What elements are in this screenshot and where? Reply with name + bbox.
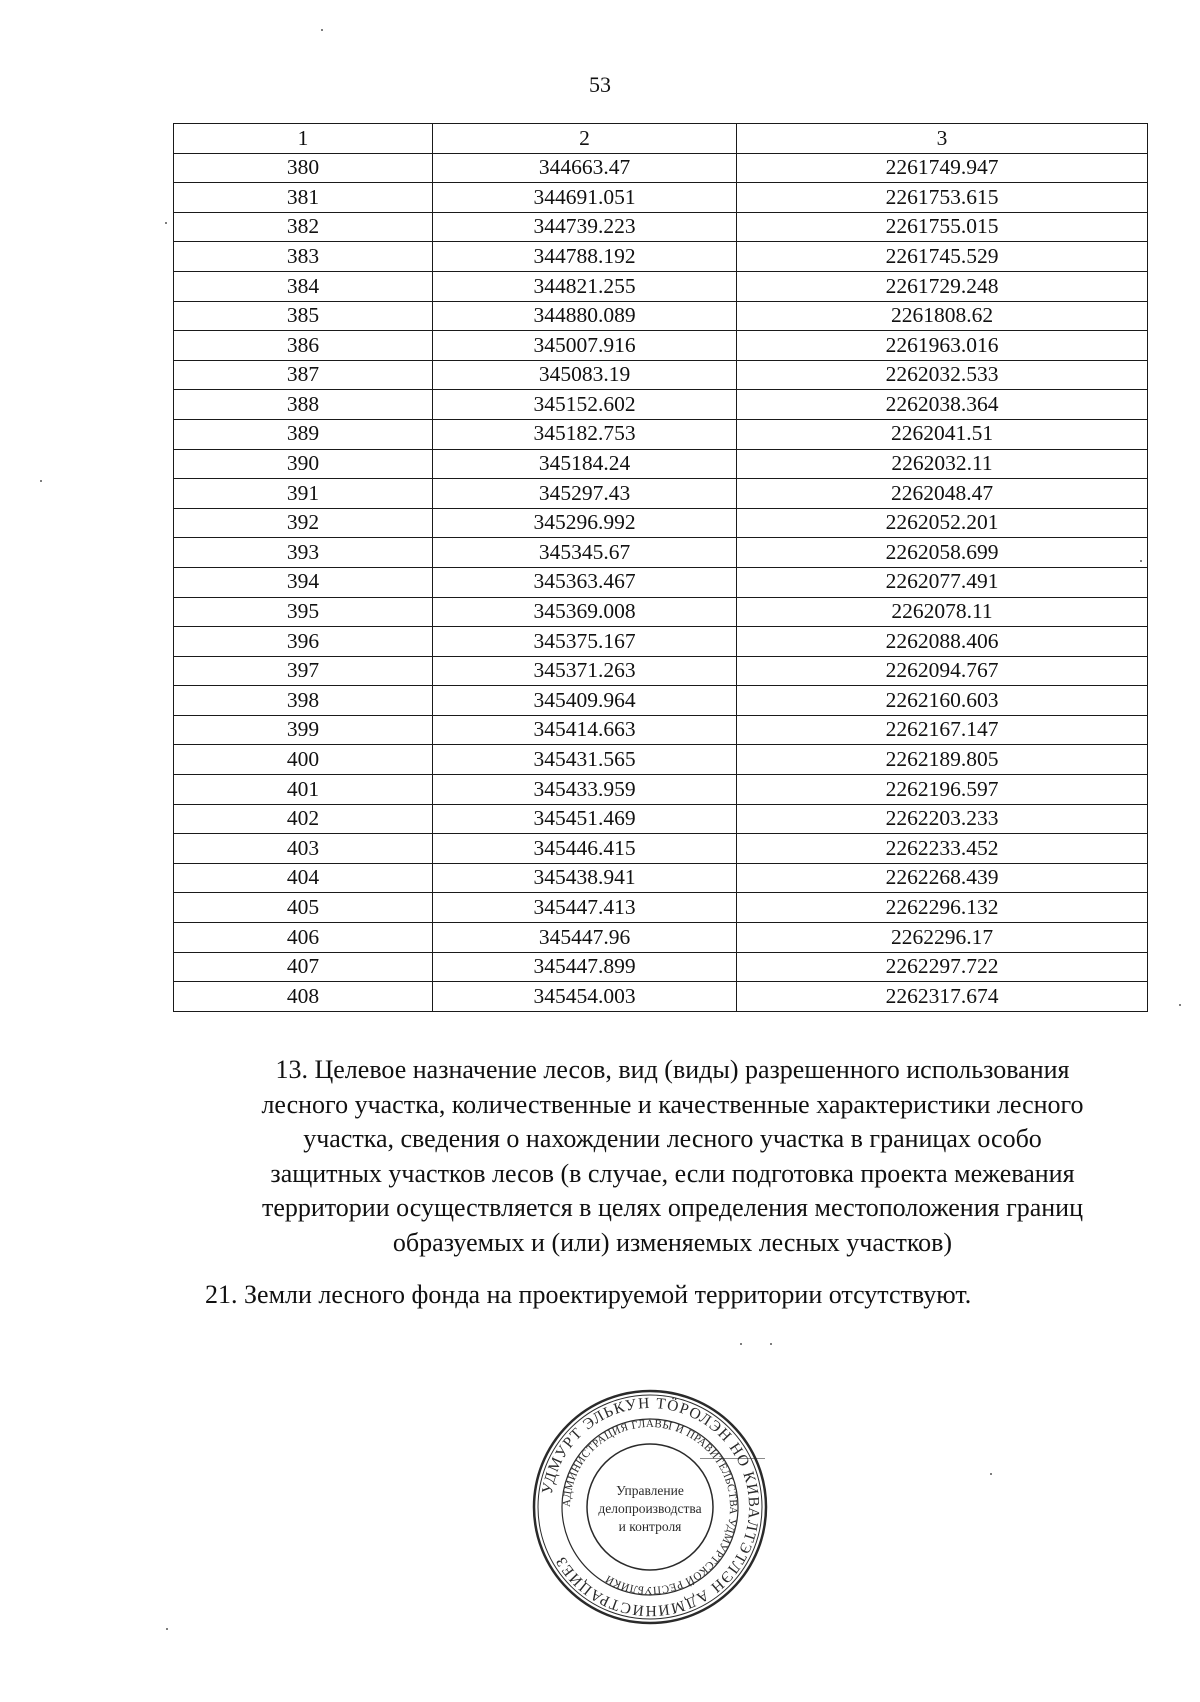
cell-point-number: 386 <box>174 331 433 361</box>
cell-point-number: 396 <box>174 627 433 657</box>
column-header-point-number: 1 <box>174 124 433 154</box>
cell-y-coordinate: 2262052.201 <box>737 508 1148 538</box>
cell-x-coordinate: 345152.602 <box>433 390 737 420</box>
cell-point-number: 380 <box>174 153 433 183</box>
scan-speck <box>40 480 42 482</box>
cell-x-coordinate: 345409.964 <box>433 686 737 716</box>
section-21-statement: 21. Земли лесного фонда на проектируемой территории отсутствуют. <box>205 1280 972 1309</box>
cell-point-number: 399 <box>174 715 433 745</box>
table-row <box>174 597 1148 627</box>
official-stamp <box>530 1387 770 1627</box>
cell-point-number: 391 <box>174 479 433 509</box>
table-row <box>174 775 1148 805</box>
cell-point-number: 393 <box>174 538 433 568</box>
cell-point-number: 407 <box>174 952 433 982</box>
cell-y-coordinate: 2262296.17 <box>737 923 1148 953</box>
cell-y-coordinate: 2262297.722 <box>737 952 1148 982</box>
cell-point-number: 384 <box>174 271 433 301</box>
cell-y-coordinate: 2262077.491 <box>737 567 1148 597</box>
table-row <box>174 627 1148 657</box>
cell-x-coordinate: 345363.467 <box>433 567 737 597</box>
table-row <box>174 834 1148 864</box>
table-row <box>174 952 1148 982</box>
table-row <box>174 449 1148 479</box>
table-row <box>174 538 1148 568</box>
cell-x-coordinate: 345431.565 <box>433 745 737 775</box>
scan-speck <box>1140 560 1142 562</box>
scan-speck <box>166 1628 168 1630</box>
stamp-outer-text: УДМУРТ ЭЛЬКУН ТӦРОЛЭН НО КИВАЛТЭТЛЭН АДМИНИСТРАЦИЕЗ <box>538 1394 763 1620</box>
cell-y-coordinate: 2262203.233 <box>737 804 1148 834</box>
cell-x-coordinate: 345375.167 <box>433 627 737 657</box>
table-row <box>174 715 1148 745</box>
cell-y-coordinate: 2262048.47 <box>737 479 1148 509</box>
cell-x-coordinate: 345345.67 <box>433 538 737 568</box>
cell-x-coordinate: 345297.43 <box>433 479 737 509</box>
table-row <box>174 301 1148 331</box>
cell-point-number: 402 <box>174 804 433 834</box>
cell-point-number: 385 <box>174 301 433 331</box>
table-row <box>174 183 1148 213</box>
scan-speck <box>321 29 323 31</box>
table-row <box>174 804 1148 834</box>
cell-x-coordinate: 344821.255 <box>433 271 737 301</box>
cell-y-coordinate: 2262088.406 <box>737 627 1148 657</box>
column-header-x-coordinate: 2 <box>433 124 737 154</box>
cell-y-coordinate: 2261755.015 <box>737 212 1148 242</box>
cell-x-coordinate: 345414.663 <box>433 715 737 745</box>
cell-x-coordinate: 344739.223 <box>433 212 737 242</box>
table-row <box>174 479 1148 509</box>
table-row <box>174 390 1148 420</box>
cell-point-number: 397 <box>174 656 433 686</box>
cell-x-coordinate: 345433.959 <box>433 775 737 805</box>
table-row <box>174 331 1148 361</box>
cell-y-coordinate: 2262160.603 <box>737 686 1148 716</box>
cell-y-coordinate: 2262268.439 <box>737 863 1148 893</box>
table-row <box>174 419 1148 449</box>
cell-point-number: 389 <box>174 419 433 449</box>
cell-y-coordinate: 2261808.62 <box>737 301 1148 331</box>
cell-point-number: 403 <box>174 834 433 864</box>
table-row <box>174 745 1148 775</box>
cell-point-number: 383 <box>174 242 433 272</box>
cell-y-coordinate: 2262038.364 <box>737 390 1148 420</box>
cell-point-number: 406 <box>174 923 433 953</box>
cell-y-coordinate: 2262233.452 <box>737 834 1148 864</box>
cell-y-coordinate: 2262296.132 <box>737 893 1148 923</box>
table-row <box>174 686 1148 716</box>
cell-x-coordinate: 345182.753 <box>433 419 737 449</box>
stamp-center-line: Управление <box>616 1483 684 1498</box>
cell-x-coordinate: 345438.941 <box>433 863 737 893</box>
table-row <box>174 242 1148 272</box>
section-13-line: лесного участка, количественные и качественные характеристики лесного <box>261 1089 1084 1119</box>
cell-x-coordinate: 345454.003 <box>433 982 737 1012</box>
cell-point-number: 394 <box>174 567 433 597</box>
cell-y-coordinate: 2262196.597 <box>737 775 1148 805</box>
table-row <box>174 567 1148 597</box>
stamp-center-line: и контроля <box>618 1519 682 1534</box>
cell-y-coordinate: 2262041.51 <box>737 419 1148 449</box>
cell-y-coordinate: 2261745.529 <box>737 242 1148 272</box>
cell-point-number: 400 <box>174 745 433 775</box>
table-row <box>174 153 1148 183</box>
cell-x-coordinate: 344788.192 <box>433 242 737 272</box>
scan-speck <box>165 222 167 224</box>
table-row <box>174 212 1148 242</box>
cell-y-coordinate: 2261729.248 <box>737 271 1148 301</box>
cell-point-number: 382 <box>174 212 433 242</box>
page-number: 53 <box>589 72 611 97</box>
table-row <box>174 508 1148 538</box>
table-row <box>174 893 1148 923</box>
table-row <box>174 271 1148 301</box>
section-13-heading <box>215 1053 1130 1260</box>
cell-point-number: 392 <box>174 508 433 538</box>
scan-speck <box>1179 1004 1181 1006</box>
cell-x-coordinate: 345369.008 <box>433 597 737 627</box>
cell-x-coordinate: 345083.19 <box>433 360 737 390</box>
stamp-center-line: делопроизводства <box>598 1501 702 1516</box>
cell-x-coordinate: 345447.96 <box>433 923 737 953</box>
cell-point-number: 387 <box>174 360 433 390</box>
cell-y-coordinate: 2261749.947 <box>737 153 1148 183</box>
cell-y-coordinate: 2262058.699 <box>737 538 1148 568</box>
section-13-line: 13. Целевое назначение лесов, вид (виды) разрешенного использования <box>275 1055 1070 1084</box>
cell-point-number: 405 <box>174 893 433 923</box>
section-13-line: защитных участков лесов (в случае, если подготовка проекта межевания <box>270 1158 1075 1188</box>
cell-x-coordinate: 345371.263 <box>433 656 737 686</box>
cell-x-coordinate: 345296.992 <box>433 508 737 538</box>
cell-x-coordinate: 345447.413 <box>433 893 737 923</box>
cell-x-coordinate: 345447.899 <box>433 952 737 982</box>
cell-y-coordinate: 2262167.147 <box>737 715 1148 745</box>
table-header-row <box>174 124 1148 154</box>
scan-speck <box>770 1343 772 1345</box>
table-row <box>174 656 1148 686</box>
cell-y-coordinate: 2262094.767 <box>737 656 1148 686</box>
coordinates-table <box>173 123 1148 1012</box>
section-13-line: образуемых и (или) изменяемых лесных участков) <box>392 1227 953 1257</box>
table-row <box>174 982 1148 1012</box>
cell-y-coordinate: 2261753.615 <box>737 183 1148 213</box>
cell-y-coordinate: 2262078.11 <box>737 597 1148 627</box>
cell-point-number: 388 <box>174 390 433 420</box>
cell-x-coordinate: 344880.089 <box>433 301 737 331</box>
cell-x-coordinate: 345184.24 <box>433 449 737 479</box>
stamp-seal-icon <box>530 1387 770 1627</box>
cell-x-coordinate: 345446.415 <box>433 834 737 864</box>
cell-x-coordinate: 344691.051 <box>433 183 737 213</box>
cell-x-coordinate: 345451.469 <box>433 804 737 834</box>
cell-y-coordinate: 2262032.11 <box>737 449 1148 479</box>
cell-point-number: 395 <box>174 597 433 627</box>
scan-speck <box>990 1473 992 1475</box>
table-row <box>174 923 1148 953</box>
column-header-y-coordinate: 3 <box>737 124 1148 154</box>
cell-point-number: 381 <box>174 183 433 213</box>
scan-speck <box>740 1343 742 1345</box>
cell-y-coordinate: 2262032.533 <box>737 360 1148 390</box>
table-body <box>174 153 1148 1011</box>
cell-x-coordinate: 344663.47 <box>433 153 737 183</box>
cell-y-coordinate: 2261963.016 <box>737 331 1148 361</box>
cell-point-number: 390 <box>174 449 433 479</box>
cell-point-number: 404 <box>174 863 433 893</box>
section-13-line: территории осуществляется в целях определения местоположения границ <box>261 1193 1084 1222</box>
cell-point-number: 408 <box>174 982 433 1012</box>
cell-x-coordinate: 345007.916 <box>433 331 737 361</box>
section-13-line: участка, сведения о нахождении лесного участка в границах особо <box>303 1124 1042 1153</box>
cell-y-coordinate: 2262317.674 <box>737 982 1148 1012</box>
cell-y-coordinate: 2262189.805 <box>737 745 1148 775</box>
table-row <box>174 863 1148 893</box>
stamp-inner-text: АДМИНИСТРАЦИЯ ГЛАВЫ И ПРАВИТЕЛЬСТВА УДМУРТСКОЙ РЕСПУБЛИКИ <box>560 1417 740 1597</box>
cell-point-number: 401 <box>174 775 433 805</box>
cell-point-number: 398 <box>174 686 433 716</box>
table-row <box>174 360 1148 390</box>
